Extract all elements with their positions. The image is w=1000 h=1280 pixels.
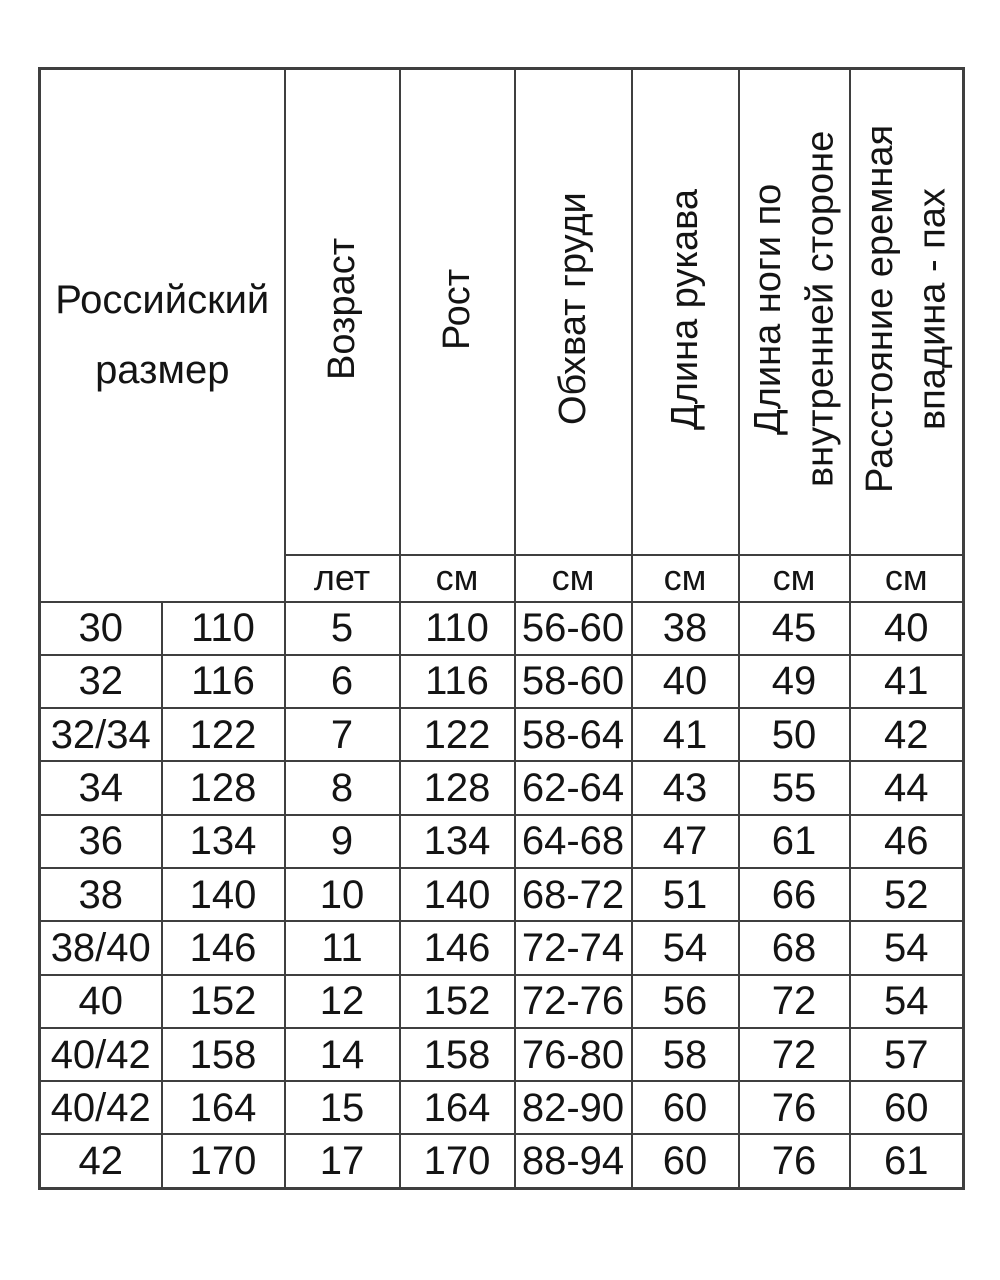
- cell-size-ru: 40/42: [40, 1028, 162, 1081]
- cell-height: 128: [400, 761, 515, 814]
- table-row: [40, 815, 964, 868]
- cell-age: 6: [285, 655, 400, 708]
- cell-size-ru: 40: [40, 975, 162, 1028]
- cell-chest: 62-64: [515, 761, 632, 814]
- cell-size-height: 110: [162, 602, 285, 655]
- cell-chest: 58-64: [515, 708, 632, 761]
- cell-neck-to-crotch: 60: [850, 1081, 964, 1134]
- cell-chest: 72-74: [515, 921, 632, 974]
- cell-inner-leg: 61: [739, 815, 850, 868]
- cell-inner-leg: 66: [739, 868, 850, 921]
- cell-neck-to-crotch: 54: [850, 921, 964, 974]
- column-header-russian-size: Российский размер: [40, 69, 285, 602]
- header-row: [40, 69, 964, 555]
- table-header: [40, 69, 964, 602]
- cell-size-ru: 32: [40, 655, 162, 708]
- column-header-height: [400, 69, 515, 555]
- cell-age: 15: [285, 1081, 400, 1134]
- cell-chest: 72-76: [515, 975, 632, 1028]
- cell-neck-to-crotch: 42: [850, 708, 964, 761]
- cell-size-height: 134: [162, 815, 285, 868]
- cell-inner-leg: 76: [739, 1134, 850, 1188]
- cell-age: 10: [285, 868, 400, 921]
- cell-inner-leg: 45: [739, 602, 850, 655]
- cell-inner-leg: 76: [739, 1081, 850, 1134]
- cell-size-height: 116: [162, 655, 285, 708]
- cell-age: 8: [285, 761, 400, 814]
- cell-height: 134: [400, 815, 515, 868]
- column-header-sleeve: [632, 69, 739, 555]
- table-row: [40, 921, 964, 974]
- cell-neck-to-crotch: 41: [850, 655, 964, 708]
- cell-neck-to-crotch: 44: [850, 761, 964, 814]
- cell-inner-leg: 50: [739, 708, 850, 761]
- unit-inner-leg: см: [739, 555, 850, 602]
- cell-size-height: 152: [162, 975, 285, 1028]
- cell-size-ru: 40/42: [40, 1081, 162, 1134]
- table-row: [40, 1081, 964, 1134]
- cell-height: 140: [400, 868, 515, 921]
- cell-chest: 64-68: [515, 815, 632, 868]
- cell-size-ru: 38: [40, 868, 162, 921]
- cell-sleeve: 40: [632, 655, 739, 708]
- table-row: [40, 975, 964, 1028]
- cell-size-height: 158: [162, 1028, 285, 1081]
- cell-size-height: 128: [162, 761, 285, 814]
- cell-neck-to-crotch: 46: [850, 815, 964, 868]
- column-header-neck-to-crotch: [850, 69, 964, 555]
- cell-height: 170: [400, 1134, 515, 1188]
- cell-sleeve: 60: [632, 1134, 739, 1188]
- cell-chest: 68-72: [515, 868, 632, 921]
- cell-sleeve: 56: [632, 975, 739, 1028]
- cell-chest: 56-60: [515, 602, 632, 655]
- cell-age: 11: [285, 921, 400, 974]
- table-body: [40, 602, 964, 1189]
- column-header-age-label: Возраст: [320, 238, 363, 381]
- cell-height: 158: [400, 1028, 515, 1081]
- cell-neck-to-crotch: 57: [850, 1028, 964, 1081]
- cell-sleeve: 47: [632, 815, 739, 868]
- unit-sleeve: см: [632, 555, 739, 602]
- table-row: [40, 655, 964, 708]
- cell-sleeve: 51: [632, 868, 739, 921]
- table-row: [40, 708, 964, 761]
- cell-inner-leg: 49: [739, 655, 850, 708]
- unit-age: лет: [285, 555, 400, 602]
- cell-size-height: 164: [162, 1081, 285, 1134]
- cell-size-height: 146: [162, 921, 285, 974]
- size-chart-table: [38, 67, 965, 1190]
- cell-chest: 82-90: [515, 1081, 632, 1134]
- cell-age: 12: [285, 975, 400, 1028]
- cell-chest: 58-60: [515, 655, 632, 708]
- cell-size-ru: 38/40: [40, 921, 162, 974]
- cell-size-height: 170: [162, 1134, 285, 1188]
- cell-chest: 76-80: [515, 1028, 632, 1081]
- cell-age: 14: [285, 1028, 400, 1081]
- table-row: [40, 1134, 964, 1188]
- cell-neck-to-crotch: 52: [850, 868, 964, 921]
- cell-size-height: 140: [162, 868, 285, 921]
- column-header-height-label: Рост: [435, 268, 478, 350]
- cell-sleeve: 60: [632, 1081, 739, 1134]
- column-header-neck-to-crotch-label: Расстояние еремная впадина - пах: [858, 125, 954, 494]
- cell-inner-leg: 72: [739, 1028, 850, 1081]
- cell-neck-to-crotch: 40: [850, 602, 964, 655]
- cell-age: 5: [285, 602, 400, 655]
- cell-size-ru: 30: [40, 602, 162, 655]
- cell-sleeve: 54: [632, 921, 739, 974]
- cell-age: 7: [285, 708, 400, 761]
- cell-sleeve: 41: [632, 708, 739, 761]
- cell-inner-leg: 72: [739, 975, 850, 1028]
- unit-chest: см: [515, 555, 632, 602]
- cell-size-ru: 36: [40, 815, 162, 868]
- cell-height: 116: [400, 655, 515, 708]
- table-row: [40, 1028, 964, 1081]
- column-header-age: [285, 69, 400, 555]
- column-header-chest-label: Обхват груди: [551, 192, 594, 426]
- cell-inner-leg: 68: [739, 921, 850, 974]
- cell-height: 146: [400, 921, 515, 974]
- cell-neck-to-crotch: 61: [850, 1134, 964, 1188]
- cell-age: 17: [285, 1134, 400, 1188]
- table-row: [40, 602, 964, 655]
- table-row: [40, 868, 964, 921]
- cell-height: 152: [400, 975, 515, 1028]
- cell-chest: 88-94: [515, 1134, 632, 1188]
- cell-inner-leg: 55: [739, 761, 850, 814]
- cell-size-ru: 34: [40, 761, 162, 814]
- cell-size-ru: 42: [40, 1134, 162, 1188]
- cell-height: 122: [400, 708, 515, 761]
- cell-age: 9: [285, 815, 400, 868]
- cell-neck-to-crotch: 54: [850, 975, 964, 1028]
- unit-neck-to-crotch: см: [850, 555, 964, 602]
- cell-sleeve: 38: [632, 602, 739, 655]
- cell-sleeve: 43: [632, 761, 739, 814]
- column-header-sleeve-label: Длина рукава: [663, 188, 706, 430]
- cell-height: 164: [400, 1081, 515, 1134]
- unit-height: см: [400, 555, 515, 602]
- cell-size-height: 122: [162, 708, 285, 761]
- column-header-inner-leg-label: Длина ноги по внутренней стороне: [746, 131, 841, 488]
- cell-height: 110: [400, 602, 515, 655]
- table-row: [40, 761, 964, 814]
- column-header-inner-leg: [739, 69, 850, 555]
- column-header-chest: [515, 69, 632, 555]
- cell-sleeve: 58: [632, 1028, 739, 1081]
- cell-size-ru: 32/34: [40, 708, 162, 761]
